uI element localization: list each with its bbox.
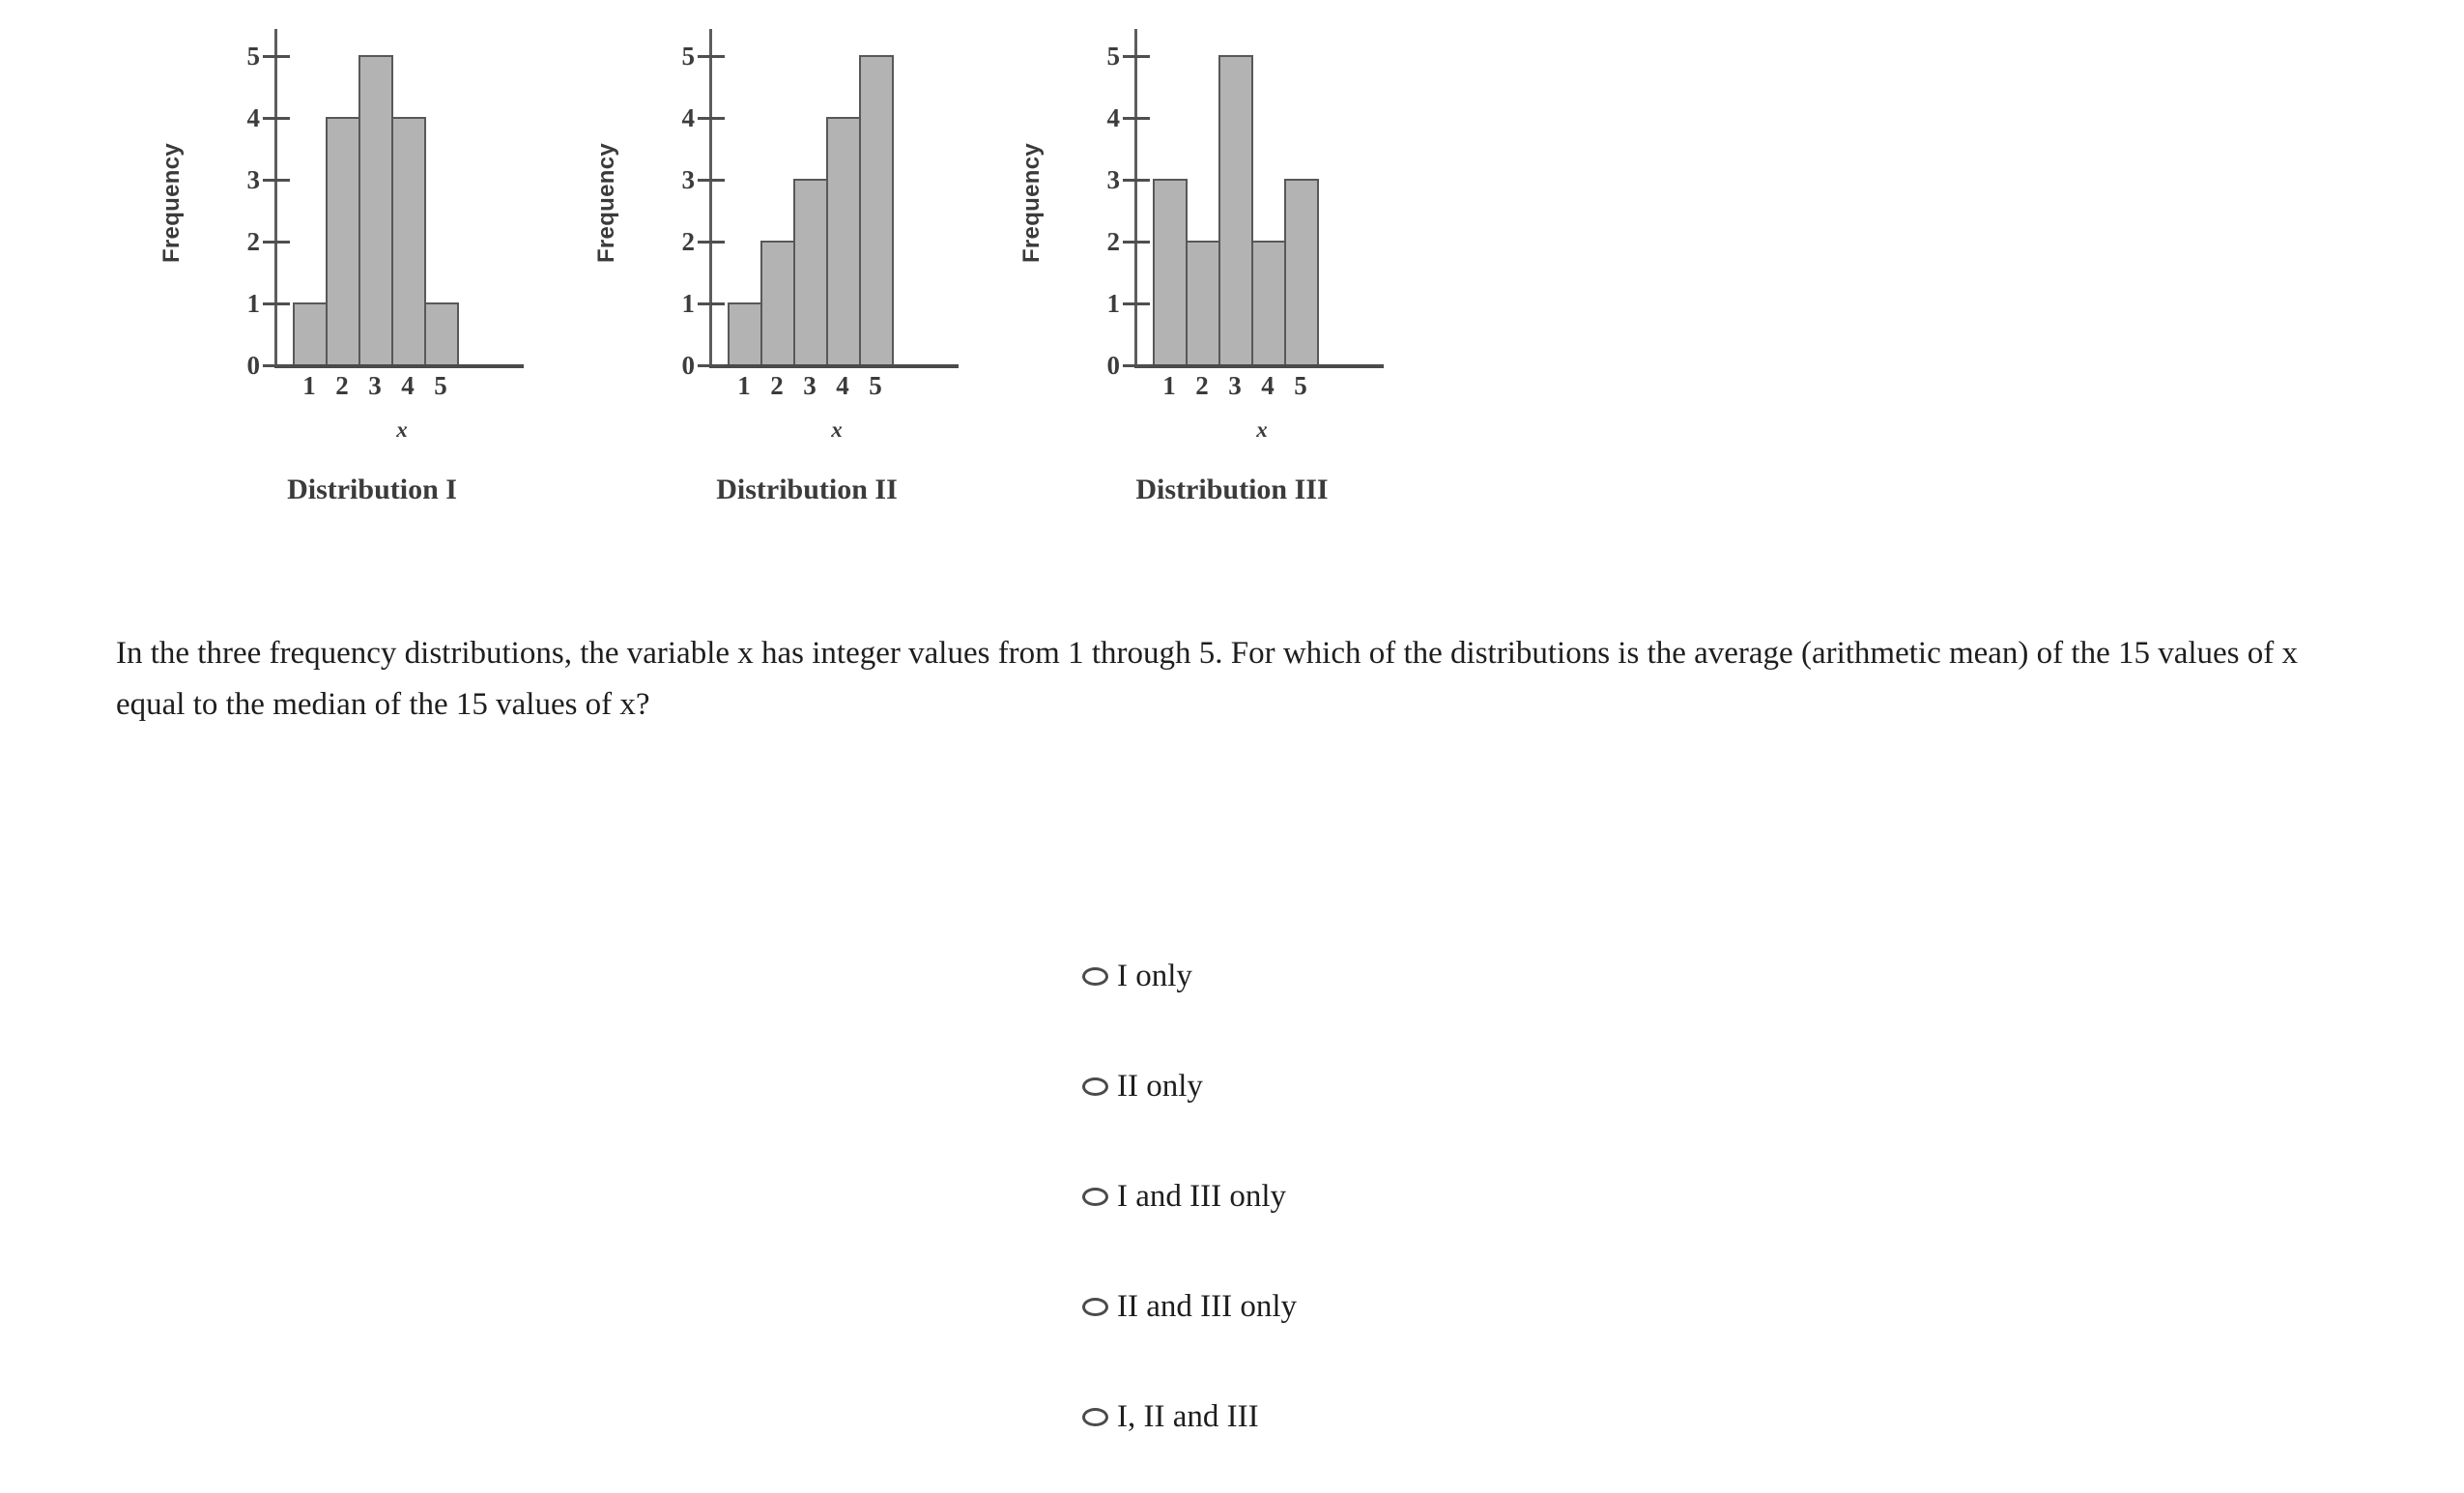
option-row-1[interactable] — [1082, 942, 1952, 1010]
x-tick-label-2: 2 — [335, 371, 349, 400]
option-label-2: II only — [1117, 1068, 1203, 1104]
y-tick-3 — [1106, 164, 1150, 194]
distribution-1-caption: Distribution I — [287, 474, 457, 505]
distribution-3-chart — [1018, 19, 1440, 531]
option-row-3[interactable] — [1082, 1163, 1952, 1230]
y-tick-3 — [681, 164, 725, 194]
option-label-3: I and III only — [1117, 1178, 1287, 1214]
y-tick-label-4: 4 — [246, 102, 260, 132]
y-tick-label-2: 2 — [1106, 226, 1120, 256]
axes-1 — [246, 19, 557, 400]
y-tick-5 — [1106, 41, 1150, 71]
plot-area-2 — [593, 19, 1015, 442]
bar-2 — [326, 117, 360, 364]
x-axis-line-1 — [274, 364, 524, 368]
y-tick-2 — [681, 226, 725, 256]
x-axis-line-3 — [1134, 364, 1384, 368]
bar-4 — [1251, 241, 1286, 364]
bar-2 — [760, 241, 795, 364]
y-tick-4 — [246, 102, 290, 132]
x-tick-label-3: 3 — [368, 371, 382, 400]
y-tick-0 — [246, 350, 290, 380]
bar-5 — [1284, 179, 1319, 364]
x-tick-labels-3 — [1153, 373, 1317, 399]
y-tick-1 — [681, 288, 725, 318]
bar-4 — [826, 117, 861, 364]
bar-2 — [1186, 241, 1220, 364]
radio-button-icon-5[interactable] — [1082, 1408, 1108, 1426]
x-tick-label-4: 4 — [401, 371, 415, 400]
x-axis-line-2 — [709, 364, 959, 368]
x-axis-label-1: x — [396, 417, 408, 442]
y-tick-1 — [246, 288, 290, 318]
x-tick-label-1: 1 — [1162, 371, 1176, 400]
x-tick-labels-2 — [728, 373, 892, 399]
bars-3 — [1153, 55, 1317, 364]
y-tick-3 — [246, 164, 290, 194]
y-tick-4 — [1106, 102, 1150, 132]
option-row-4[interactable] — [1082, 1273, 1952, 1340]
y-tick-label-3: 3 — [681, 164, 695, 194]
y-tick-5 — [246, 41, 290, 71]
distribution-2-chart — [593, 19, 1015, 531]
axes-2 — [681, 19, 991, 400]
y-tick-5 — [681, 41, 725, 71]
y-tick-2 — [246, 226, 290, 256]
radio-button-icon-4[interactable] — [1082, 1298, 1108, 1316]
y-tick-label-3: 3 — [246, 164, 260, 194]
x-tick-label-5: 5 — [869, 371, 882, 400]
answer-options — [1082, 942, 1952, 1493]
y-axis-line-1 — [274, 29, 277, 367]
bar-3 — [358, 55, 393, 364]
radio-button-icon-3[interactable] — [1082, 1188, 1108, 1206]
y-tick-0 — [1106, 350, 1150, 380]
y-axis-line-3 — [1134, 29, 1137, 367]
bar-1 — [728, 302, 762, 364]
bars-1 — [293, 55, 457, 364]
y-tick-label-2: 2 — [246, 226, 260, 256]
plot-area-1 — [158, 19, 580, 442]
distribution-2-caption: Distribution II — [716, 474, 898, 505]
option-row-2[interactable] — [1082, 1052, 1952, 1120]
x-tick-labels-1 — [293, 373, 457, 399]
distribution-3-caption: Distribution III — [1135, 474, 1329, 505]
y-tick-label-4: 4 — [681, 102, 695, 132]
bar-3 — [793, 179, 828, 364]
y-tick-label-5: 5 — [246, 41, 260, 71]
option-label-1: I only — [1117, 958, 1192, 993]
y-axis-label-2: Frequency — [593, 142, 619, 264]
bar-3 — [1218, 55, 1253, 364]
radio-button-icon-1[interactable] — [1082, 967, 1108, 986]
bar-4 — [391, 117, 426, 364]
x-axis-label-3: x — [1256, 417, 1268, 442]
plot-area-3 — [1018, 19, 1440, 442]
y-tick-label-0: 0 — [681, 350, 695, 380]
y-tick-label-0: 0 — [1106, 350, 1120, 380]
x-tick-label-4: 4 — [836, 371, 849, 400]
bar-1 — [1153, 179, 1188, 364]
y-axis-label-3: Frequency — [1018, 142, 1045, 264]
y-tick-label-1: 1 — [246, 288, 260, 318]
y-tick-1 — [1106, 288, 1150, 318]
bar-1 — [293, 302, 328, 364]
distribution-1-chart — [158, 19, 580, 531]
x-tick-label-3: 3 — [803, 371, 817, 400]
x-tick-label-2: 2 — [1195, 371, 1209, 400]
y-tick-label-5: 5 — [1106, 41, 1120, 71]
option-label-5: I, II and III — [1117, 1398, 1259, 1434]
x-tick-label-3: 3 — [1228, 371, 1242, 400]
y-tick-2 — [1106, 226, 1150, 256]
option-label-4: II and III only — [1117, 1288, 1298, 1324]
y-tick-label-2: 2 — [681, 226, 695, 256]
x-tick-label-4: 4 — [1261, 371, 1275, 400]
x-tick-label-2: 2 — [770, 371, 784, 400]
y-tick-4 — [681, 102, 725, 132]
y-tick-label-5: 5 — [681, 41, 695, 71]
x-axis-label-2: x — [831, 417, 843, 442]
y-tick-label-4: 4 — [1106, 102, 1120, 132]
x-tick-label-5: 5 — [1294, 371, 1307, 400]
y-axis-label-1: Frequency — [158, 142, 185, 264]
y-tick-label-3: 3 — [1106, 164, 1120, 194]
histograms-figure — [0, 0, 2464, 541]
y-tick-0 — [681, 350, 725, 380]
question-text: In the three frequency distributions, the variable x has integer values from 1 through 5. For which of the distributions is the average (arithmetic mean) of the 15 values of x equal to the median of the 15 values of x? — [116, 636, 2299, 723]
y-tick-label-0: 0 — [246, 350, 260, 380]
radio-button-icon-2[interactable] — [1082, 1077, 1108, 1096]
x-tick-label-1: 1 — [302, 371, 316, 400]
bars-2 — [728, 55, 892, 364]
y-tick-label-1: 1 — [1106, 288, 1120, 318]
x-tick-label-1: 1 — [737, 371, 751, 400]
y-tick-label-1: 1 — [681, 288, 695, 318]
option-row-5[interactable] — [1082, 1383, 1952, 1450]
axes-3 — [1106, 19, 1417, 400]
bar-5 — [424, 302, 459, 364]
y-axis-line-2 — [709, 29, 712, 367]
bar-5 — [859, 55, 894, 364]
x-tick-label-5: 5 — [434, 371, 447, 400]
